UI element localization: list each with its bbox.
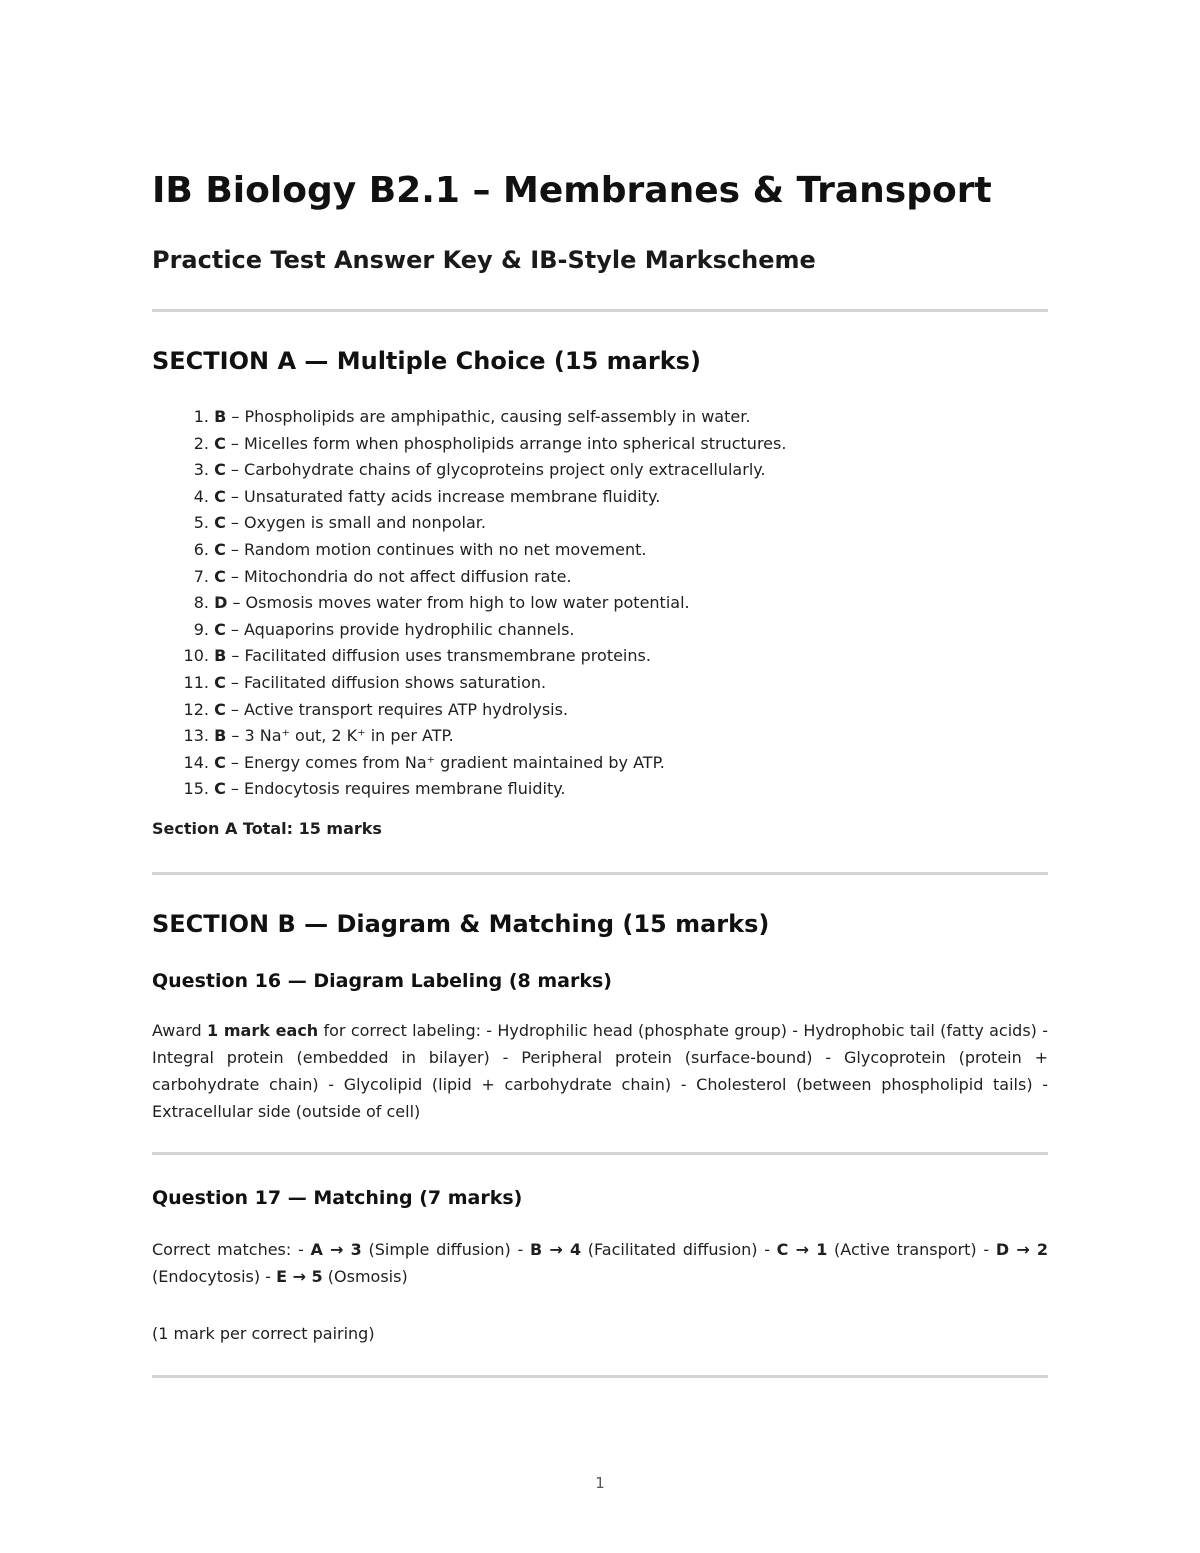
match-pair: B → 4 [529, 1240, 582, 1259]
answer-number: 14. [183, 752, 209, 772]
answer-explanation: – Aquaporins provide hydrophilic channels. [225, 619, 575, 639]
answer-number: 6. [193, 539, 209, 559]
divider [152, 1152, 1048, 1155]
answer-explanation: – Endocytosis requires membrane fluidity. [225, 779, 566, 799]
answer-item [152, 617, 786, 644]
answer-number: 11. [183, 672, 209, 692]
answer-letter: C [214, 433, 226, 453]
answer-letter: B [214, 726, 227, 746]
answer-number: 15. [183, 779, 209, 799]
match-pair: E → 5 [276, 1267, 323, 1286]
answer-explanation: – Facilitated diffusion uses transmembrane proteins. [226, 646, 651, 666]
match-pair: C → 1 [776, 1240, 828, 1259]
answer-letter: C [214, 566, 226, 586]
answer-number: 3. [193, 460, 209, 480]
q16-award-bold: 1 mark each [206, 1021, 319, 1040]
match-pair: D → 2 [995, 1240, 1049, 1259]
answer-item [152, 697, 786, 724]
question-17-matches [152, 1236, 1048, 1290]
q16-criteria: for correct labeling: - Hydrophilic head (phosphate group) - Hydrophobic tail (fatty acids) - Integral protein (embedded in bilayer) - Peripheral protein (surface-bound) - Glycoprotein (protein + carbohydrate chain) - Glycolipid (lipid + carbohydrate chain) - Cholesterol (between phospholipid tails) - Extracellular side (outside of cell) [152, 1021, 1048, 1121]
answer-number: 5. [193, 513, 209, 533]
section-a-title: SECTION A — Multiple Choice (15 marks) [152, 347, 701, 375]
answer-item [152, 510, 786, 537]
question-17-title: Question 17 — Matching (7 marks) [152, 1187, 523, 1209]
divider [152, 1375, 1048, 1378]
answer-letter: C [214, 779, 226, 799]
answer-explanation: – Carbohydrate chains of glycoproteins project only extracellularly. [225, 460, 766, 480]
answer-explanation: – 3 Na⁺ out, 2 K⁺ in per ATP. [226, 726, 454, 746]
multiple-choice-answer-list [152, 404, 786, 803]
answer-item [152, 723, 786, 750]
match-pair: A → 3 [310, 1240, 362, 1259]
answer-item [152, 431, 786, 458]
answer-letter: C [214, 752, 226, 772]
answer-explanation: – Phospholipids are amphipathic, causing self-assembly in water. [226, 407, 751, 426]
answer-item [152, 776, 786, 803]
match-description: (Endocytosis) - [152, 1267, 277, 1286]
question-16-markscheme [152, 1017, 1048, 1125]
answer-letter: B [214, 407, 227, 426]
section-b-title: SECTION B — Diagram & Matching (15 marks) [152, 910, 770, 938]
match-description: (Active transport) - [827, 1240, 996, 1259]
match-description: (Facilitated diffusion) - [581, 1240, 777, 1259]
answer-letter: C [214, 699, 226, 719]
answer-letter: B [214, 646, 227, 666]
answer-letter: C [214, 460, 226, 480]
answer-explanation: – Mitochondria do not affect diffusion rate. [225, 566, 572, 586]
answer-number: 10. [183, 646, 209, 666]
q16-intro: Award [152, 1021, 207, 1040]
answer-number: 7. [193, 566, 209, 586]
answer-number: 12. [183, 699, 209, 719]
answer-item [152, 404, 786, 431]
answer-number: 8. [193, 593, 209, 613]
answer-number: 13. [183, 726, 209, 746]
answer-letter: C [214, 539, 226, 559]
divider [152, 872, 1048, 875]
question-17-note: (1 mark per correct pairing) [152, 1324, 375, 1343]
answer-explanation: – Micelles form when phospholipids arrange into spherical structures. [225, 433, 787, 453]
question-16-title: Question 16 — Diagram Labeling (8 marks) [152, 970, 612, 992]
answer-item [152, 564, 786, 591]
answer-item [152, 590, 786, 617]
answer-letter: C [214, 672, 226, 692]
answer-explanation: – Unsaturated fatty acids increase membrane fluidity. [225, 486, 661, 506]
match-description: (Osmosis) [322, 1267, 408, 1286]
answer-number: 4. [193, 486, 209, 506]
answer-number: 1. [193, 407, 209, 426]
match-description: (Simple diffusion) - [361, 1240, 530, 1259]
page-number: 1 [595, 1474, 605, 1492]
answer-explanation: – Oxygen is small and nonpolar. [225, 513, 486, 533]
answer-item [152, 457, 786, 484]
q17-lead: Correct matches: - [152, 1240, 311, 1259]
answer-letter: C [214, 486, 226, 506]
answer-item [152, 484, 786, 511]
answer-explanation: – Active transport requires ATP hydrolysis. [225, 699, 569, 719]
answer-item [152, 537, 786, 564]
answer-letter: C [214, 619, 226, 639]
answer-item [152, 750, 786, 777]
document-title: IB Biology B2.1 – Membranes & Transport [152, 170, 992, 211]
document-subtitle: Practice Test Answer Key & IB-Style Markscheme [152, 246, 816, 274]
answer-explanation: – Facilitated diffusion shows saturation. [225, 672, 547, 692]
answer-number: 9. [193, 619, 209, 639]
answer-explanation: – Random motion continues with no net movement. [225, 539, 647, 559]
answer-explanation: – Osmosis moves water from high to low water potential. [227, 593, 690, 613]
answer-number: 2. [193, 433, 209, 453]
answer-item [152, 643, 786, 670]
answer-explanation: – Energy comes from Na⁺ gradient maintained by ATP. [225, 752, 665, 772]
divider [152, 309, 1048, 312]
answer-letter: D [214, 593, 228, 613]
section-a-total: Section A Total: 15 marks [152, 819, 382, 838]
answer-letter: C [214, 513, 226, 533]
answer-item [152, 670, 786, 697]
